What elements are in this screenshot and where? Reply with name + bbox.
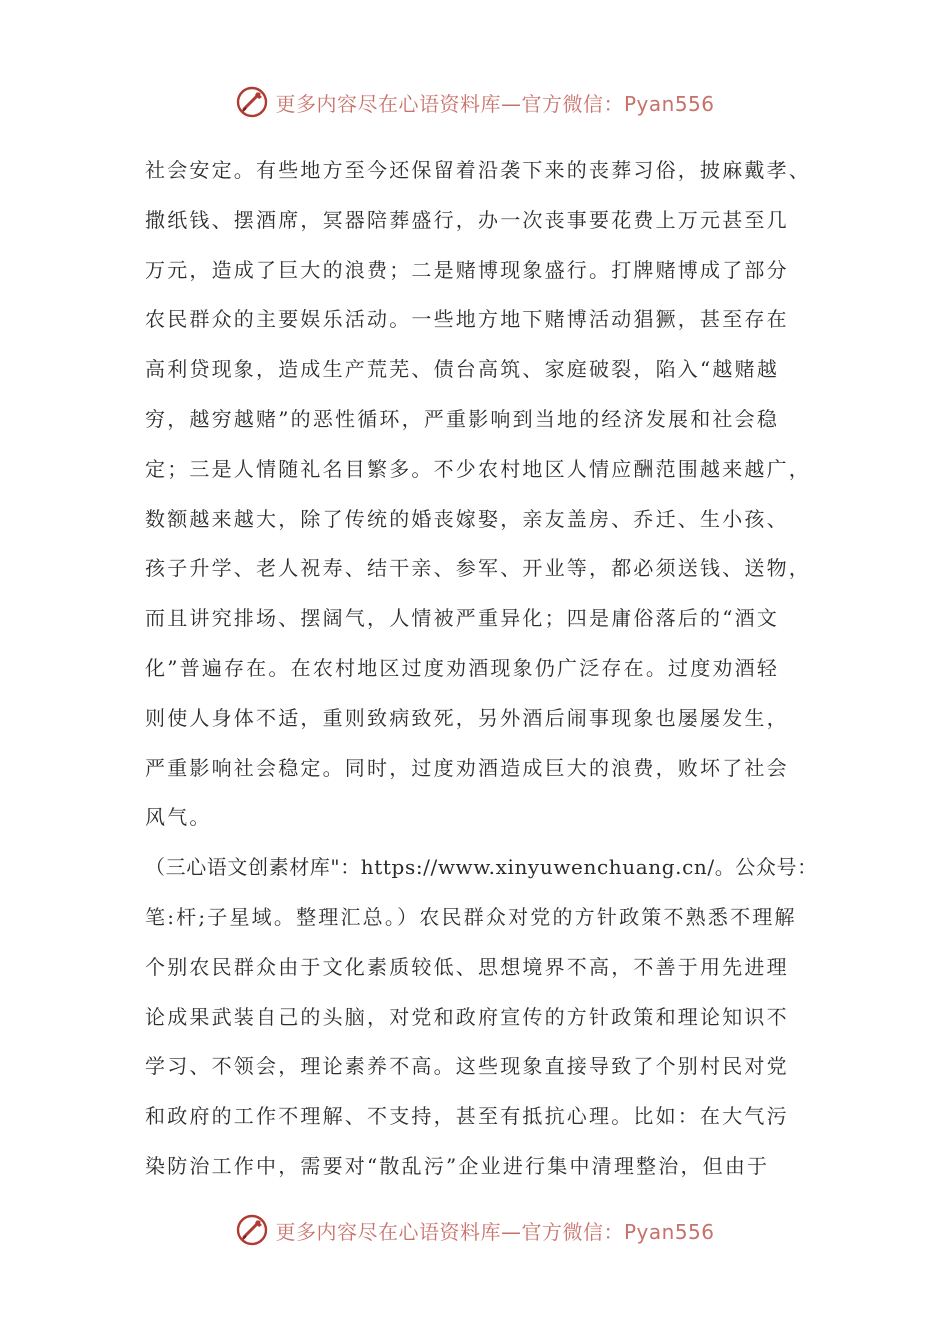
body-line: 孩子升学、老人祝寿、结干亲、参军、开业等，都必须送钱、送物， [145, 556, 811, 581]
footer-wechat-handle: Pyan556 [623, 1219, 715, 1244]
footer-banner-text: 更多内容尽在心语资料库—官方微信：Pyan556 [275, 1219, 715, 1244]
body-line: 染防治工作中，需要对“散乱污”企业进行集中清理整治，但由于 [145, 1153, 770, 1178]
body-line: 则使人身体不适，重则致病致死，另外酒后闹事现象也屡屡发生， [145, 705, 789, 730]
body-line: 撒纸钱、摆酒席，冥器陪葬盛行，办一次丧事要花费上万元甚至几 [145, 207, 789, 232]
body-line: 和政府的工作不理解、不支持，甚至有抵抗心理。比如：在大气污 [145, 1104, 789, 1129]
body-line: 个别农民群众由于文化素质较低、思想境界不高，不善于用先进理 [145, 954, 789, 979]
body-line: 严重影响社会稳定。同时，过度劝酒造成巨大的浪费，败坏了社会 [145, 755, 789, 780]
body-line: 数额越来越大，除了传统的婚丧嫁娶，亲友盖房、乔迁、生小孩、 [145, 506, 789, 531]
header-banner [0, 82, 950, 122]
body-line: 学习、不领会，理论素养不高。这些现象直接导致了个别村民对党 [145, 1054, 789, 1079]
body-line: 高利贷现象，造成生产荒芜、债台高筑、家庭破裂，陷入“越赌越 [145, 357, 780, 382]
body-line: 风气。 [145, 805, 212, 830]
pen-seal-logo-icon [235, 1213, 269, 1247]
body-line: 论成果武装自己的头脑，对党和政府宣传的方针政策和理论知识不 [145, 1004, 789, 1029]
pen-seal-logo-icon [235, 85, 269, 119]
body-line: 社会安定。有些地方至今还保留着沿袭下来的丧葬习俗，披麻戴孝、 [145, 158, 811, 182]
body-line-source-link: （三心语文创素材库"：https://www.xinyuwenchuang.cn/。公众号： [145, 855, 818, 880]
body-line: 而且讲究排场、摆阔气，人情被严重异化；四是庸俗落后的“酒文 [145, 606, 780, 631]
body-line: 定；三是人情随礼名目繁多。不少农村地区人情应酬范围越来越广， [145, 456, 811, 481]
header-banner-text: 更多内容尽在心语资料库—官方微信：Pyan556 [275, 91, 715, 116]
header-wechat-handle: Pyan556 [623, 91, 715, 116]
body-line: 穷，越穷越赌”的恶性循环，严重影响到当地的经济发展和社会稳 [145, 406, 780, 431]
document-body [145, 146, 825, 1192]
body-line: 万元，造成了巨大的浪费；二是赌博现象盛行。打牌赌博成了部分 [145, 257, 789, 282]
body-line: 化”普遍存在。在农村地区过度劝酒现象仍广泛存在。过度劝酒轻 [145, 655, 780, 680]
body-line: 农民群众的主要娱乐活动。一些地方地下赌博活动猖獗，甚至存在 [145, 307, 789, 332]
body-line: 笔:杆;子星域。整理汇总。）农民群众对党的方针政策不熟悉不理解 [145, 904, 797, 929]
footer-banner [0, 1210, 950, 1250]
